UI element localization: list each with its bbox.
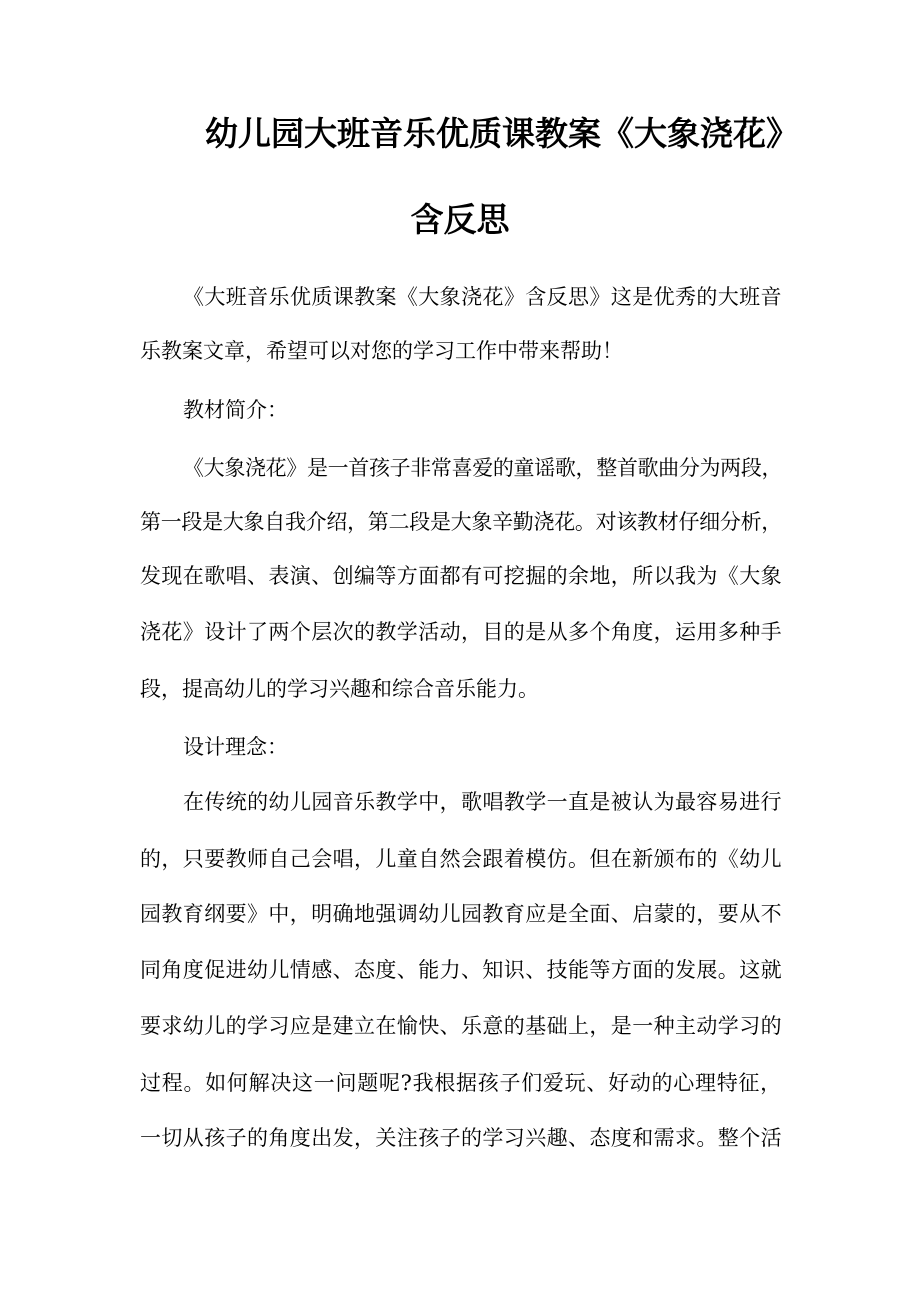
design-line-3: 园教育纲要》中，明确地强调幼儿园教育应是全面、启蒙的，要从不 <box>140 902 782 926</box>
document-title-line-1: 幼儿园大班音乐优质课教案《大象浇花》 <box>205 114 799 153</box>
material-line-4: 浇花》设计了两个层次的教学活动，目的是从多个角度，运用多种手 <box>140 620 782 644</box>
material-line-3: 发现在歌唱、表演、创编等方面都有可挖掘的余地，所以我为《大象 <box>140 564 782 588</box>
design-line-6: 过程。如何解决这一问题呢?我根据孩子们爱玩、好动的心理特征， <box>140 1071 782 1095</box>
intro-line-2: 乐教案文章，希望可以对您的学习工作中带来帮助！ <box>140 339 623 363</box>
section-heading-material: 教材简介： <box>183 398 288 422</box>
section-heading-design: 设计理念： <box>183 735 288 759</box>
material-line-5: 段，提高幼儿的学习兴趣和综合音乐能力。 <box>140 677 539 701</box>
material-line-1: 《大象浇花》是一首孩子非常喜爱的童谣歌，整首歌曲分为两段， <box>183 456 782 480</box>
material-line-2: 第一段是大象自我介绍，第二段是大象辛勤浇花。对该教材仔细分析， <box>140 510 782 534</box>
design-line-5: 要求幼儿的学习应是建立在愉快、乐意的基础上，是一种主动学习的 <box>140 1014 782 1038</box>
intro-line-1: 《大班音乐优质课教案《大象浇花》含反思》这是优秀的大班音 <box>183 285 782 309</box>
document-title-line-2: 含反思 <box>410 200 510 239</box>
design-line-2: 的，只要教师自己会唱，儿童自然会跟着模仿。但在新颁布的《幼儿 <box>140 847 782 871</box>
design-line-4: 同角度促进幼儿情感、态度、能力、知识、技能等方面的发展。这就 <box>140 958 782 982</box>
design-line-1: 在传统的幼儿园音乐教学中，歌唱教学一直是被认为最容易进行 <box>183 790 782 814</box>
design-line-7: 一切从孩子的角度出发，关注孩子的学习兴趣、态度和需求。整个活 <box>140 1126 782 1150</box>
